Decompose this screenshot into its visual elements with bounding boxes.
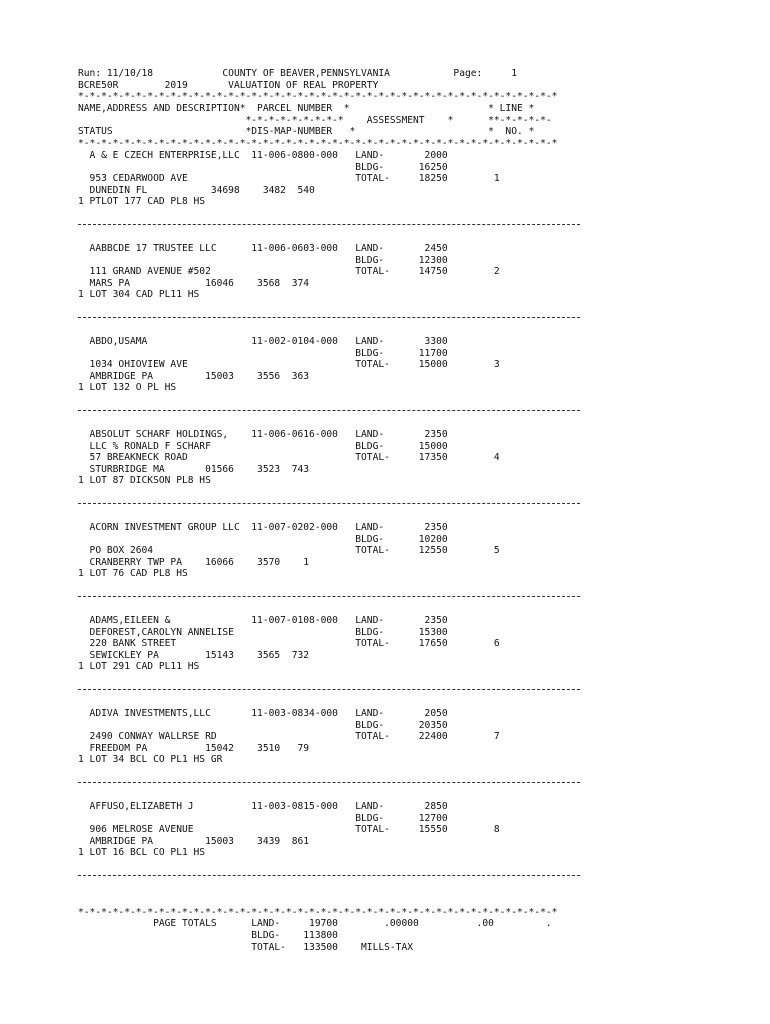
record-line: 906 MELROSE AVENUE TOTAL- 15550 8 — [78, 824, 500, 836]
record-line: AMBRIDGE PA 15003 3556 363 — [78, 370, 310, 382]
report-title-line: BCRE50R 2019 VALUATION OF REAL PROPERTY — [78, 80, 379, 91]
record-line: BLDG- 12700 — [78, 812, 448, 824]
record-line: FREEDOM PA 15042 3510 79 — [78, 742, 310, 754]
record-line: 1 LOT 76 CAD PL8 HS — [78, 568, 188, 580]
record-line: 1 LOT 304 CAD PL11 HS — [78, 289, 200, 301]
record-line: 1 LOT 132 O PL HS — [78, 382, 177, 394]
record-line: 57 BREAKNECK ROAD TOTAL- 17350 4 — [78, 452, 500, 464]
record-line: AFFUSO,ELIZABETH J 11-003-0815-000 LAND- 2850 — [78, 801, 448, 812]
record-separator — [78, 782, 580, 783]
page-totals-total: TOTAL- 133500 MILLS-TAX — [78, 942, 414, 953]
record-line: ADAMS,EILEEN & 11-007-0108-000 LAND- 2350 — [78, 615, 448, 626]
record-line: 1 LOT 291 CAD PL11 HS — [78, 661, 200, 673]
record-line: 220 BANK STREET TOTAL- 17650 6 — [78, 638, 500, 650]
record-line: BLDG- 12300 — [78, 254, 448, 266]
page-totals-bldg: BLDG- 113800 — [78, 930, 338, 941]
record-line: AMBRIDGE PA 15003 3439 861 — [78, 835, 310, 847]
star-rule: *-*-*-*-*-*-*-*-*-*-*-*-*-*-*-*-*-*-*-*-*-*-*-*-*-*-*-*-*-*-*-*-*-*-*-*-*-*-*-*-*-* — [78, 138, 558, 149]
record-line: 2490 CONWAY WALLRSE RD TOTAL- 22400 7 — [78, 731, 500, 743]
record-line: CRANBERRY TWP PA 16066 3570 1 — [78, 556, 310, 568]
record-separator — [78, 875, 580, 876]
record-line: 1034 OHIOVIEW AVE TOTAL- 15000 3 — [78, 359, 500, 371]
record-line: STURBRIDGE MA 01566 3523 743 — [78, 463, 310, 475]
record-separator — [78, 317, 580, 318]
record-line: ABSOLUT SCHARF HOLDINGS, 11-006-0616-000 LAND- 2350 — [78, 429, 448, 440]
column-header-line-3: STATUS *DIS-MAP-NUMBER * * NO. * — [78, 126, 535, 137]
star-rule: *-*-*-*-*-*-*-*-*-*-*-*-*-*-*-*-*-*-*-*-*-*-*-*-*-*-*-*-*-*-*-*-*-*-*-*-*-*-*-*-*-* — [78, 907, 558, 918]
record-line: A & E CZECH ENTERPRISE,LLC 11-006-0800-000 LAND- 2000 — [78, 150, 448, 161]
record-separator — [78, 596, 580, 597]
column-header-line-1: NAME,ADDRESS AND DESCRIPTION* PARCEL NUMBER * * LINE * — [78, 103, 535, 114]
record-line: BLDG- 20350 — [78, 719, 448, 731]
record-line: ACORN INVESTMENT GROUP LLC 11-007-0202-000 LAND- 2350 — [78, 522, 448, 533]
record-line: 1 PTLOT 177 CAD PL8 HS — [78, 196, 206, 208]
record-line: DUNEDIN FL 34698 3482 540 — [78, 184, 315, 196]
record-line: ABDO,USAMA 11-002-0104-000 LAND- 3300 — [78, 336, 448, 347]
page-totals-land: PAGE TOTALS LAND- 19700 .00000 .00 . — [78, 918, 552, 929]
record-line: BLDG- 10200 — [78, 533, 448, 545]
record-line: BLDG- 16250 — [78, 161, 448, 173]
record-separator — [78, 503, 580, 504]
record-line: 1 LOT 34 BCL CO PL1 HS GR — [78, 754, 223, 766]
record-separator — [78, 689, 580, 690]
record-line: MARS PA 16046 3568 374 — [78, 277, 310, 289]
record-line: 1 LOT 87 DICKSON PL8 HS — [78, 475, 211, 487]
record-line: 111 GRAND AVENUE #502 TOTAL- 14750 2 — [78, 266, 500, 278]
star-rule: *-*-*-*-*-*-*-*-*-*-*-*-*-*-*-*-*-*-*-*-*-*-*-*-*-*-*-*-*-*-*-*-*-*-*-*-*-*-*-*-*-* — [78, 91, 558, 102]
record-line: 953 CEDARWOOD AVE TOTAL- 18250 1 — [78, 173, 500, 185]
record-line: AABBCDE 17 TRUSTEE LLC 11-006-0603-000 LAND- 2450 — [78, 243, 448, 254]
record-line: 1 LOT 16 BCL CO PL1 HS — [78, 847, 206, 859]
record-line: PO BOX 2604 TOTAL- 12550 5 — [78, 545, 500, 557]
record-separator — [78, 224, 580, 225]
record-line: ADIVA INVESTMENTS,LLC 11-003-0834-000 LAND- 2050 — [78, 708, 448, 719]
record-line: DEFOREST,CAROLYN ANNELISE BLDG- 15300 — [78, 626, 448, 638]
record-separator — [78, 410, 580, 411]
run-line: Run: 11/10/18 COUNTY OF BEAVER,PENNSYLVANIA Page: 1 — [78, 68, 517, 79]
record-line: SEWICKLEY PA 15143 3565 732 — [78, 649, 310, 661]
record-line: LLC % RONALD F SCHARF BLDG- 15000 — [78, 440, 448, 452]
record-line: BLDG- 11700 — [78, 347, 448, 359]
column-header-line-2: *-*-*-*-*-*-*-*-* ASSESSMENT * **-*-*-*-*- — [78, 115, 552, 126]
